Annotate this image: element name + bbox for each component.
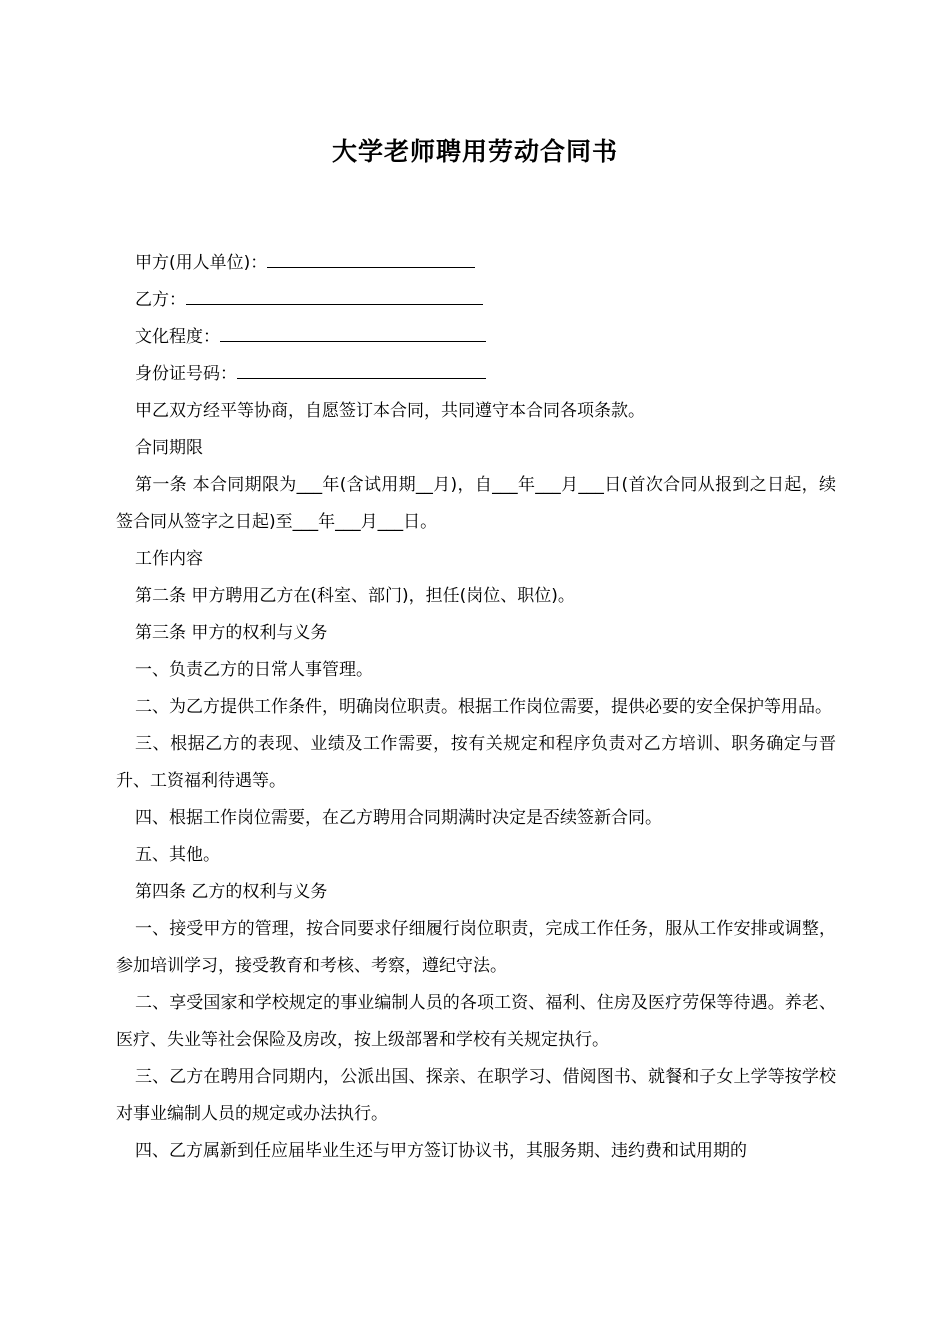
party-b-blank	[186, 284, 483, 305]
article-4-item-3: 三、乙方在聘用合同期内，公派出国、探亲、在职学习、借阅图书、就餐和子女上学等按学校对事业编制人员的规定或办法执行。	[116, 1067, 836, 1124]
article-2: 第二条 甲方聘用乙方在(科室、部门)，担任(岗位、职位)。	[135, 586, 575, 606]
id-number-field	[116, 356, 836, 393]
article-4-heading: 第四条 乙方的权利与义务	[135, 882, 328, 902]
education-field	[116, 319, 836, 356]
heading-work-content: 工作内容	[135, 549, 203, 569]
article-4-item-2: 二、享受国家和学校规定的事业编制人员的各项工资、福利、住房及医疗劳保等待遇。养老、医疗、失业等社会保险及房改，按上级部署和学校有关规定执行。	[116, 993, 836, 1050]
article-1: 第一条 本合同期限为___年(含试用期__月)，自___年___月___日(首次合同从报到之日起，续签合同从签字之日起)至___年___月___日。	[116, 475, 836, 532]
education-blank	[220, 321, 486, 342]
article-3-item-2: 二、为乙方提供工作条件，明确岗位职责。根据工作岗位需要，提供必要的安全保护等用品。	[135, 697, 832, 717]
article-4-item-4: 四、乙方属新到任应届毕业生还与甲方签订协议书，其服务期、违约费和试用期的	[135, 1141, 747, 1161]
document-body	[116, 245, 836, 1170]
party-b-field	[116, 282, 836, 319]
party-a-blank	[267, 247, 475, 268]
id-number-label: 身份证号码：	[135, 364, 237, 384]
document-title: 大学老师聘用劳动合同书	[331, 137, 618, 166]
article-3-item-3: 三、根据乙方的表现、业绩及工作需要，按有关规定和程序负责对乙方培训、职务确定与晋升、工资福利待遇等。	[116, 734, 836, 791]
paragraph-intro: 甲乙双方经平等协商，自愿签订本合同，共同遵守本合同各项条款。	[135, 401, 645, 421]
article-3-item-4: 四、根据工作岗位需要，在乙方聘用合同期满时决定是否续签新合同。	[135, 808, 662, 828]
party-b-label: 乙方：	[135, 290, 186, 310]
party-a-label: 甲方(用人单位)：	[135, 253, 268, 273]
article-3-item-5: 五、其他。	[135, 845, 220, 865]
id-number-blank	[237, 358, 486, 379]
party-a-field	[116, 245, 836, 282]
education-label: 文化程度：	[135, 327, 220, 347]
heading-contract-term: 合同期限	[135, 438, 203, 458]
article-3-heading: 第三条 甲方的权利与义务	[135, 623, 328, 643]
article-4-item-1: 一、接受甲方的管理，按合同要求仔细履行岗位职责，完成工作任务，服从工作安排或调整，参加培训学习，接受教育和考核、考察，遵纪守法。	[116, 919, 836, 976]
article-3-item-1: 一、负责乙方的日常人事管理。	[135, 660, 373, 680]
